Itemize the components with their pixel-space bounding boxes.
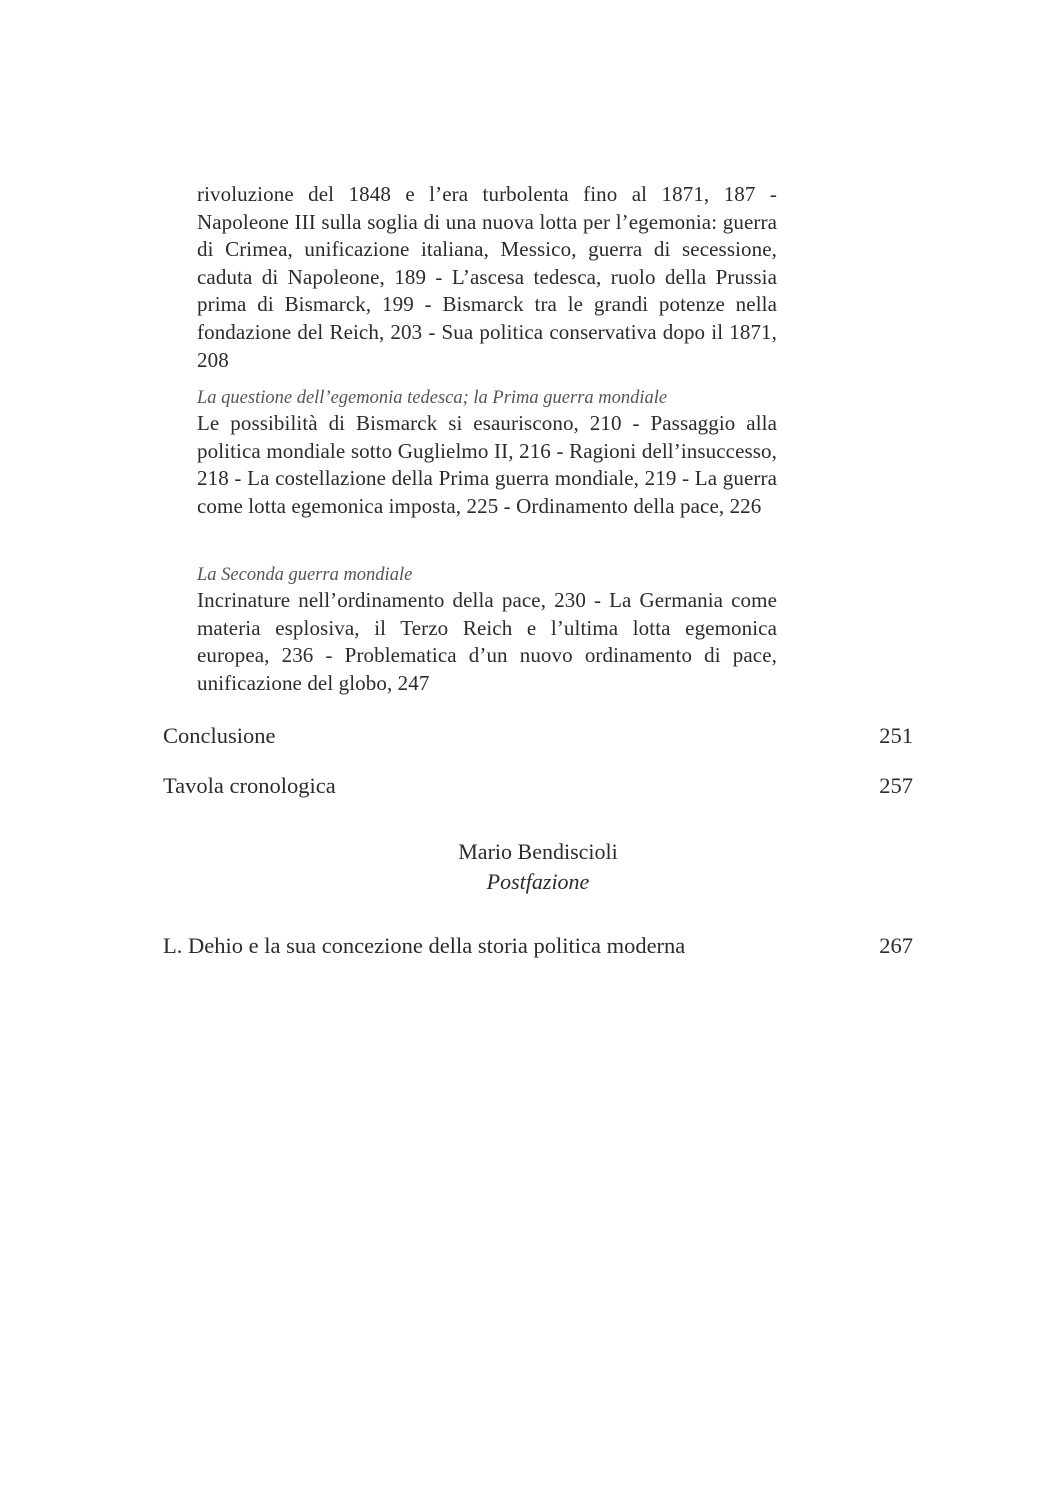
toc-entry-tavola-cronologica: [163, 771, 913, 801]
section-second-world-war: [197, 563, 777, 697]
toc-entry-title: Tavola cronologica: [163, 773, 336, 798]
postface-author: Mario Bendiscioli: [458, 839, 618, 864]
toc-entry-conclusione: [163, 721, 913, 751]
postface-label: Postfazione: [486, 869, 590, 894]
section-paragraph: Le possibilità di Bismarck si esauriscono, 210 - Passaggio alla politica mondiale sotto Guglielmo II, 216 - Ragioni dell’insuccesso, 218 - La costellazione della Prima guerra mondiale, 219 - La guerra come lotta egemonica imposta, 225 - Ordinamento della pace, 226: [197, 411, 777, 518]
toc-entry-page: 267: [879, 933, 913, 958]
toc-entry-page: 257: [879, 773, 913, 798]
section-paragraph: Incrinature nell’ordinamento della pace, 230 - La Germania come materia esplosiva, il Terzo Reich e l’ultima lotta egemonica europea, 236 - Problematica d’un nuovo ordinamento di pace, unificazione del globo, 247: [197, 588, 777, 695]
toc-entry-title: L. Dehio e la sua concezione della storia politica moderna: [163, 933, 686, 958]
section-german-hegemony: [197, 386, 777, 520]
postface-header: [163, 837, 913, 897]
toc-entry-postface: [163, 931, 913, 961]
section-heading: La Seconda guerra mondiale: [197, 565, 413, 585]
continuation-block: [197, 181, 777, 374]
toc-entry-title: Conclusione: [163, 723, 276, 748]
continuation-paragraph: rivoluzione del 1848 e l’era turbolenta fino al 1871, 187 - Napoleone III sulla soglia di una nuova lotta per l’egemonia: guerra di Crimea, unificazione italiana, Messico, guerra di secessione, caduta di Napoleone, 189 - L’ascesa tedesca, ruolo della Prussia prima di Bismarck, 199 - Bismarck tra le grandi potenze nella fondazione del Reich, 203 - Sua politica conservativa dopo il 1871, 208: [197, 182, 777, 372]
section-heading: La questione dell’egemonia tedesca; la Prima guerra mondiale: [197, 388, 668, 408]
toc-entry-page: 251: [879, 723, 913, 748]
